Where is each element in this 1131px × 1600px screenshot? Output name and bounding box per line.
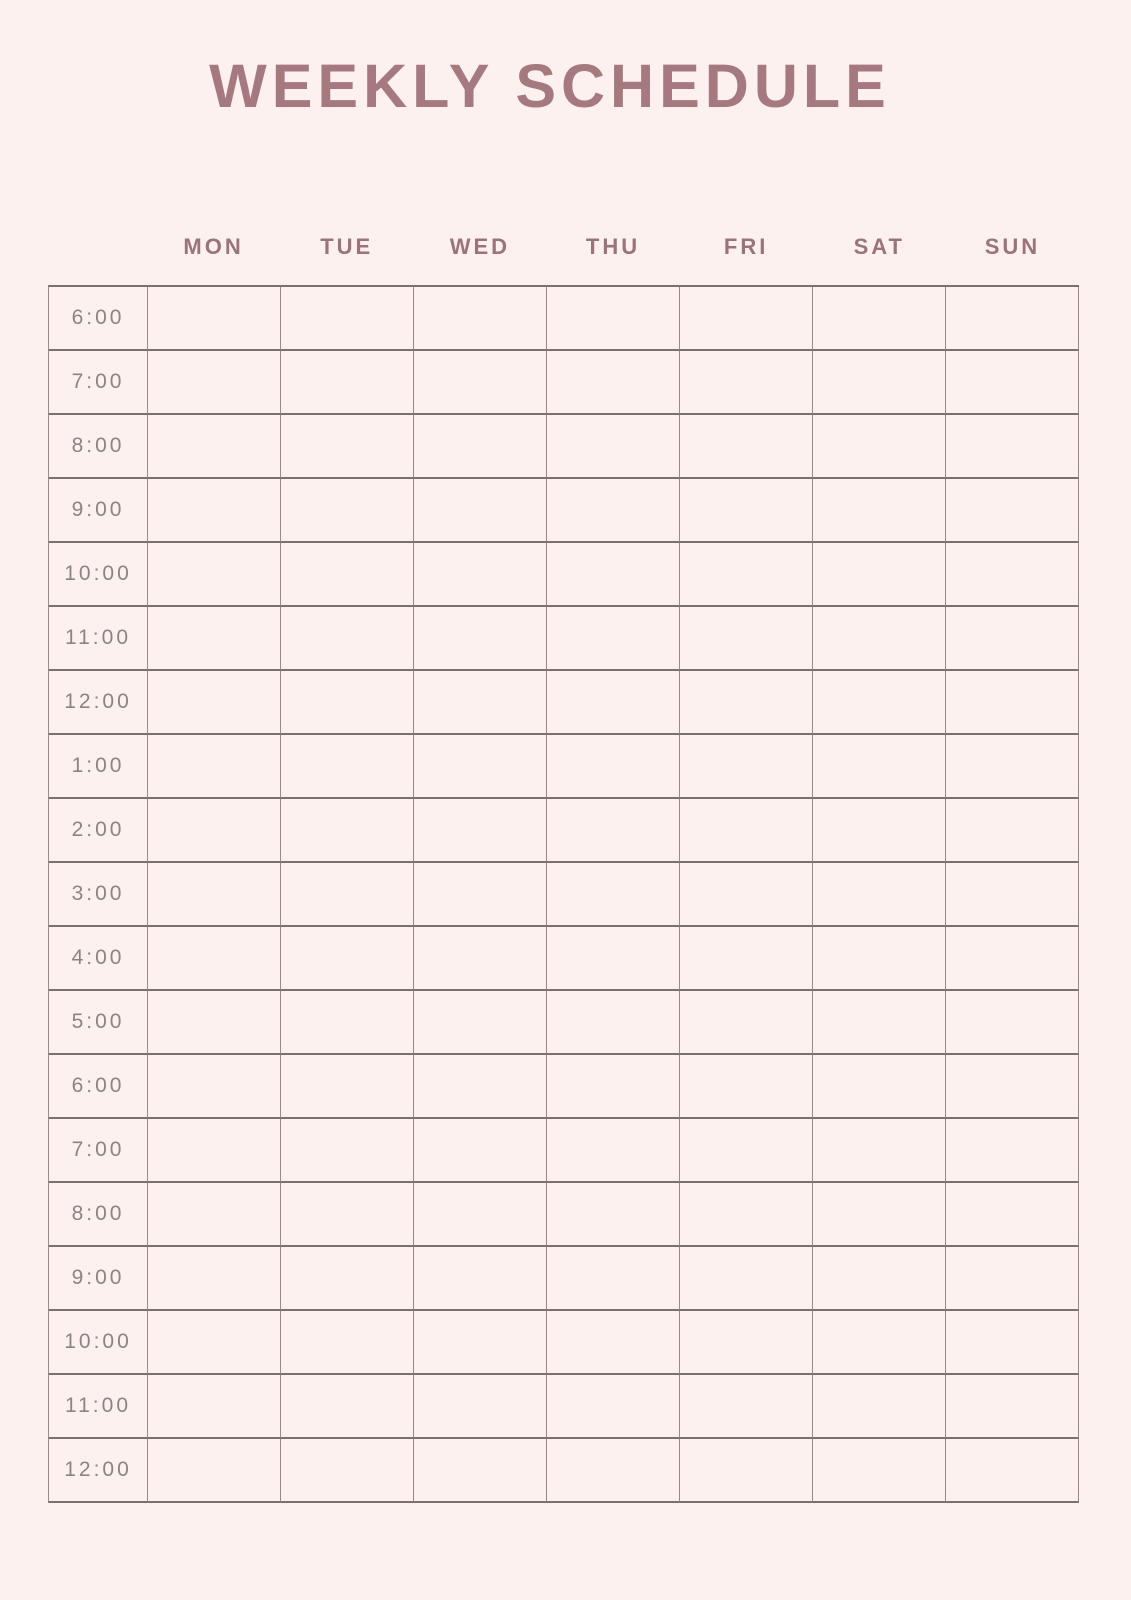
schedule-cell-wed-row4 [414, 543, 547, 607]
schedule-cell-mon-row4 [148, 543, 281, 607]
schedule-cell-fri-row4 [680, 543, 813, 607]
schedule-cell-sat-row10 [813, 927, 946, 991]
schedule-cell-wed-row16 [414, 1311, 547, 1375]
schedule-cell-thu-row0 [547, 287, 680, 351]
page-title: WEEKLY SCHEDULE [209, 52, 891, 120]
schedule-cell-sat-row8 [813, 799, 946, 863]
schedule-cell-mon-row1 [148, 351, 281, 415]
schedule-cell-sun-row18 [946, 1439, 1079, 1503]
time-label: 5:00 [49, 991, 148, 1055]
schedule-cell-tue-row1 [281, 351, 414, 415]
schedule-cell-sun-row11 [946, 991, 1079, 1055]
schedule-table [48, 228, 1079, 1503]
schedule-cell-tue-row7 [281, 735, 414, 799]
schedule-cell-fri-row18 [680, 1439, 813, 1503]
schedule-cell-tue-row12 [281, 1055, 414, 1119]
schedule-cell-fri-row2 [680, 415, 813, 479]
schedule-cell-fri-row7 [680, 735, 813, 799]
schedule-cell-wed-row5 [414, 607, 547, 671]
time-label: 11:00 [49, 607, 148, 671]
schedule-cell-sat-row9 [813, 863, 946, 927]
schedule-cell-tue-row6 [281, 671, 414, 735]
schedule-cell-sat-row5 [813, 607, 946, 671]
schedule-cell-mon-row9 [148, 863, 281, 927]
schedule-cell-sat-row13 [813, 1119, 946, 1183]
schedule-cell-sun-row9 [946, 863, 1079, 927]
schedule-cell-wed-row8 [414, 799, 547, 863]
schedule-cell-sat-row17 [813, 1375, 946, 1439]
schedule-cell-tue-row2 [281, 415, 414, 479]
schedule-cell-sat-row7 [813, 735, 946, 799]
schedule-cell-tue-row15 [281, 1247, 414, 1311]
schedule-cell-sun-row5 [946, 607, 1079, 671]
schedule-cell-sun-row16 [946, 1311, 1079, 1375]
schedule-cell-thu-row7 [547, 735, 680, 799]
schedule-cell-mon-row14 [148, 1183, 281, 1247]
schedule-cell-tue-row11 [281, 991, 414, 1055]
schedule-cell-sat-row12 [813, 1055, 946, 1119]
day-header-sat: SAT [853, 234, 905, 259]
schedule-cell-tue-row9 [281, 863, 414, 927]
time-label: 10:00 [49, 1311, 148, 1375]
schedule-cell-sat-row2 [813, 415, 946, 479]
day-header-wed: WED [449, 234, 511, 259]
day-header-tue: TUE [320, 234, 374, 259]
schedule-cell-fri-row17 [680, 1375, 813, 1439]
schedule-cell-sat-row14 [813, 1183, 946, 1247]
schedule-cell-fri-row6 [680, 671, 813, 735]
schedule-cell-wed-row15 [414, 1247, 547, 1311]
schedule-cell-thu-row17 [547, 1375, 680, 1439]
schedule-cell-mon-row0 [148, 287, 281, 351]
schedule-cell-sun-row0 [946, 287, 1079, 351]
schedule-cell-thu-row14 [547, 1183, 680, 1247]
schedule-cell-sun-row12 [946, 1055, 1079, 1119]
schedule-cell-wed-row0 [414, 287, 547, 351]
schedule-cell-wed-row17 [414, 1375, 547, 1439]
schedule-cell-wed-row6 [414, 671, 547, 735]
schedule-cell-sun-row17 [946, 1375, 1079, 1439]
schedule-cell-thu-row15 [547, 1247, 680, 1311]
schedule-cell-mon-row7 [148, 735, 281, 799]
schedule-cell-thu-row2 [547, 415, 680, 479]
schedule-cell-fri-row15 [680, 1247, 813, 1311]
schedule-cell-sat-row1 [813, 351, 946, 415]
schedule-cell-fri-row10 [680, 927, 813, 991]
time-label: 11:00 [49, 1375, 148, 1439]
schedule-cell-sun-row3 [946, 479, 1079, 543]
schedule-cell-tue-row18 [281, 1439, 414, 1503]
schedule-cell-sat-row18 [813, 1439, 946, 1503]
day-header-fri: FRI [723, 234, 769, 259]
schedule-cell-tue-row0 [281, 287, 414, 351]
schedule-cell-tue-row5 [281, 607, 414, 671]
time-label: 2:00 [49, 799, 148, 863]
schedule-cell-tue-row17 [281, 1375, 414, 1439]
schedule-cell-sat-row6 [813, 671, 946, 735]
schedule-cell-mon-row10 [148, 927, 281, 991]
day-header-row [48, 228, 1079, 266]
time-label: 1:00 [49, 735, 148, 799]
schedule-cell-wed-row10 [414, 927, 547, 991]
schedule-cell-fri-row9 [680, 863, 813, 927]
schedule-cell-thu-row5 [547, 607, 680, 671]
schedule-cell-mon-row16 [148, 1311, 281, 1375]
time-label: 4:00 [49, 927, 148, 991]
schedule-cell-thu-row3 [547, 479, 680, 543]
time-label: 9:00 [49, 479, 148, 543]
schedule-cell-fri-row8 [680, 799, 813, 863]
day-header-sun: SUN [984, 234, 1041, 259]
time-label: 10:00 [49, 543, 148, 607]
schedule-cell-mon-row5 [148, 607, 281, 671]
time-label: 12:00 [49, 1439, 148, 1503]
schedule-cell-mon-row18 [148, 1439, 281, 1503]
schedule-cell-wed-row12 [414, 1055, 547, 1119]
schedule-cell-mon-row8 [148, 799, 281, 863]
schedule-cell-sun-row14 [946, 1183, 1079, 1247]
schedule-cell-mon-row15 [148, 1247, 281, 1311]
schedule-cell-thu-row18 [547, 1439, 680, 1503]
schedule-grid [48, 285, 1079, 1503]
schedule-cell-mon-row13 [148, 1119, 281, 1183]
schedule-cell-tue-row3 [281, 479, 414, 543]
time-label: 7:00 [49, 351, 148, 415]
schedule-cell-sun-row6 [946, 671, 1079, 735]
schedule-cell-thu-row10 [547, 927, 680, 991]
schedule-cell-sun-row1 [946, 351, 1079, 415]
time-label: 8:00 [49, 415, 148, 479]
schedule-cell-tue-row8 [281, 799, 414, 863]
schedule-cell-fri-row13 [680, 1119, 813, 1183]
schedule-cell-sun-row4 [946, 543, 1079, 607]
schedule-cell-thu-row6 [547, 671, 680, 735]
schedule-cell-mon-row3 [148, 479, 281, 543]
time-label: 3:00 [49, 863, 148, 927]
schedule-cell-tue-row4 [281, 543, 414, 607]
schedule-cell-wed-row11 [414, 991, 547, 1055]
schedule-cell-mon-row2 [148, 415, 281, 479]
day-header-mon: MON [183, 234, 244, 259]
schedule-cell-sun-row10 [946, 927, 1079, 991]
schedule-cell-thu-row13 [547, 1119, 680, 1183]
schedule-cell-wed-row14 [414, 1183, 547, 1247]
schedule-cell-sun-row8 [946, 799, 1079, 863]
schedule-cell-thu-row11 [547, 991, 680, 1055]
schedule-cell-fri-row1 [680, 351, 813, 415]
schedule-cell-sat-row3 [813, 479, 946, 543]
schedule-cell-sun-row15 [946, 1247, 1079, 1311]
schedule-cell-sat-row15 [813, 1247, 946, 1311]
schedule-cell-wed-row7 [414, 735, 547, 799]
schedule-cell-wed-row2 [414, 415, 547, 479]
schedule-cell-sun-row2 [946, 415, 1079, 479]
time-label: 9:00 [49, 1247, 148, 1311]
schedule-cell-tue-row13 [281, 1119, 414, 1183]
schedule-cell-mon-row17 [148, 1375, 281, 1439]
time-label: 12:00 [49, 671, 148, 735]
schedule-cell-wed-row1 [414, 351, 547, 415]
schedule-cell-tue-row16 [281, 1311, 414, 1375]
schedule-cell-mon-row12 [148, 1055, 281, 1119]
schedule-cell-mon-row6 [148, 671, 281, 735]
schedule-cell-wed-row18 [414, 1439, 547, 1503]
schedule-cell-thu-row9 [547, 863, 680, 927]
schedule-cell-fri-row16 [680, 1311, 813, 1375]
schedule-cell-sun-row13 [946, 1119, 1079, 1183]
schedule-cell-mon-row11 [148, 991, 281, 1055]
schedule-cell-fri-row11 [680, 991, 813, 1055]
schedule-cell-thu-row4 [547, 543, 680, 607]
schedule-cell-thu-row12 [547, 1055, 680, 1119]
time-label: 7:00 [49, 1119, 148, 1183]
schedule-cell-wed-row9 [414, 863, 547, 927]
day-header-thu: THU [585, 234, 641, 259]
schedule-cell-thu-row1 [547, 351, 680, 415]
schedule-cell-tue-row14 [281, 1183, 414, 1247]
schedule-cell-sun-row7 [946, 735, 1079, 799]
schedule-cell-sat-row11 [813, 991, 946, 1055]
schedule-cell-fri-row0 [680, 287, 813, 351]
schedule-cell-sat-row4 [813, 543, 946, 607]
schedule-cell-sat-row16 [813, 1311, 946, 1375]
schedule-cell-fri-row14 [680, 1183, 813, 1247]
schedule-cell-fri-row3 [680, 479, 813, 543]
time-label: 6:00 [49, 1055, 148, 1119]
schedule-cell-fri-row5 [680, 607, 813, 671]
time-label: 8:00 [49, 1183, 148, 1247]
schedule-cell-thu-row16 [547, 1311, 680, 1375]
schedule-cell-sat-row0 [813, 287, 946, 351]
schedule-cell-wed-row13 [414, 1119, 547, 1183]
time-label: 6:00 [49, 287, 148, 351]
schedule-cell-wed-row3 [414, 479, 547, 543]
schedule-cell-fri-row12 [680, 1055, 813, 1119]
schedule-cell-thu-row8 [547, 799, 680, 863]
schedule-cell-tue-row10 [281, 927, 414, 991]
